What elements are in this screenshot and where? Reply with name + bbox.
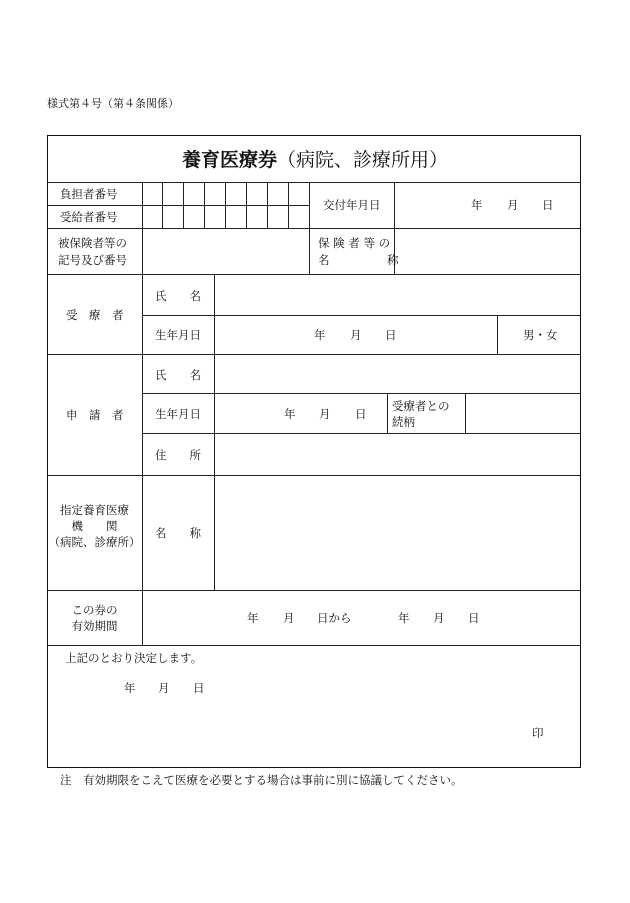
issue-day: 日 xyxy=(542,198,554,212)
digit-line xyxy=(267,182,268,228)
row-line xyxy=(47,354,581,355)
row-line xyxy=(142,433,581,434)
col-line xyxy=(387,393,388,433)
patient-dob-day: 日 xyxy=(385,328,397,342)
valid-from-month: 月 xyxy=(283,611,295,625)
valid-to-month: 月 xyxy=(433,611,445,625)
seal-mark: 印 xyxy=(532,726,544,740)
insurer-label-1: 保 険 者 等 の xyxy=(318,236,391,250)
row-line xyxy=(142,393,581,394)
applicant-dob-month: 月 xyxy=(319,407,331,421)
col-line xyxy=(309,182,310,274)
decision-year: 年 xyxy=(124,681,136,695)
digit-line xyxy=(225,182,226,228)
patient-name-label: 氏 名 xyxy=(155,289,201,303)
patient-dob-label: 生年月日 xyxy=(155,328,201,342)
applicant-dob-day: 日 xyxy=(355,407,367,421)
valid-from-day: 日から xyxy=(317,611,352,625)
title-main: 養育医療券 xyxy=(181,149,277,171)
row-line xyxy=(47,274,581,275)
row-line xyxy=(47,228,581,229)
valid-from-year: 年 xyxy=(247,611,259,625)
applicant-name-label: 氏 名 xyxy=(155,368,201,382)
insured-label-2: 記号及び番号 xyxy=(58,253,127,267)
applicant-dob-year: 年 xyxy=(284,407,296,421)
sex-field: 男・女 xyxy=(523,328,558,342)
digit-line xyxy=(183,182,184,228)
burden-no-label: 負担者番号 xyxy=(60,187,118,201)
patient-label: 受 療 者 xyxy=(66,308,124,322)
digit-line xyxy=(288,182,289,228)
facility-label-2: 機 関 xyxy=(71,519,118,533)
digit-line xyxy=(162,182,163,228)
recipient-no-label: 受給者番号 xyxy=(60,210,118,224)
validity-label-2: 有効期間 xyxy=(71,619,118,633)
patient-dob-year: 年 xyxy=(314,328,326,342)
title-sub: （病院、診療所用） xyxy=(277,149,449,171)
applicant-dob-label: 生年月日 xyxy=(155,407,201,421)
validity-label-1: この券の xyxy=(71,603,118,617)
digit-line xyxy=(246,182,247,228)
footnote: 注 有効期限をこえて医療を必要とする場合は事前に別に協議してください。 xyxy=(60,773,463,787)
col-line xyxy=(214,274,215,590)
facility-label-1: 指定養育医療 xyxy=(60,503,129,517)
issue-month: 月 xyxy=(507,198,519,212)
facility-name-label: 名 称 xyxy=(155,526,201,540)
insurer-label-2: 名 称 xyxy=(318,253,399,267)
issue-date-label: 交付年月日 xyxy=(323,198,381,212)
row-line xyxy=(47,645,581,646)
form-title xyxy=(47,148,583,172)
decision-day: 日 xyxy=(193,681,205,695)
valid-to-day: 日 xyxy=(468,611,480,625)
relation-label-2: 続柄 xyxy=(392,415,415,429)
applicant-label: 申 請 者 xyxy=(66,408,124,422)
col-line xyxy=(142,182,143,645)
form-number: 様式第４号（第４条関係） xyxy=(47,97,179,110)
relation-label-1: 受療者との xyxy=(392,399,450,413)
row-line xyxy=(47,182,581,183)
facility-label-3: （病院、診療所） xyxy=(48,535,141,549)
applicant-address-label: 住 所 xyxy=(155,448,201,462)
issue-year: 年 xyxy=(471,198,483,212)
row-line xyxy=(47,205,309,206)
col-line xyxy=(465,393,466,433)
row-line xyxy=(142,315,581,316)
patient-dob-month: 月 xyxy=(350,328,362,342)
valid-to-year: 年 xyxy=(398,611,410,625)
row-line xyxy=(47,590,581,591)
digit-line xyxy=(204,182,205,228)
decision-text: 上記のとおり決定します。 xyxy=(65,651,203,665)
col-line xyxy=(497,315,498,354)
form-frame xyxy=(47,135,581,768)
decision-month: 月 xyxy=(158,681,170,695)
row-line xyxy=(47,475,581,476)
insured-label-1: 被保険者等の xyxy=(58,236,127,250)
